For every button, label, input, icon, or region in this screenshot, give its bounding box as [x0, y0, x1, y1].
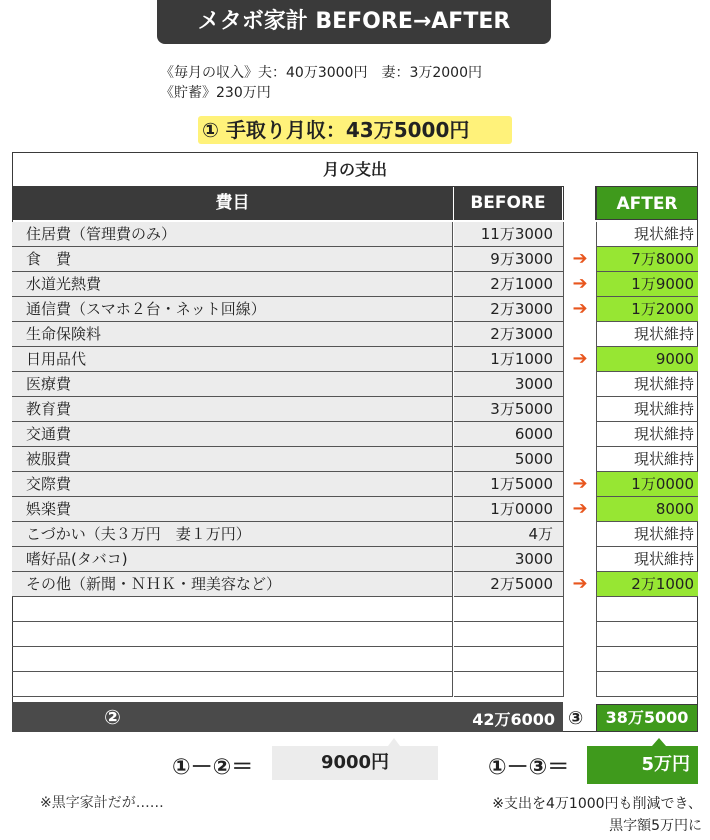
header-after: AFTER: [596, 186, 698, 220]
expense-item: 住居費（管理費のみ）: [12, 222, 453, 247]
monthly-income-highlight: ① 手取り月収：43万5000円: [198, 116, 512, 144]
before-value: 2万3000: [454, 297, 563, 322]
before-value: 4万: [454, 522, 563, 547]
arrow-icon: [563, 222, 596, 247]
before-value: 3000: [454, 547, 563, 572]
after-value: 現状維持: [596, 397, 698, 422]
arrow-icon: [563, 422, 596, 447]
before-value: 3000: [454, 372, 563, 397]
note-right-line1: ※支出を4万1000円も削減でき、: [492, 796, 702, 812]
table-row: [12, 372, 698, 397]
calc2-result: 5万円: [587, 746, 698, 784]
expense-item: 日用品代: [12, 347, 453, 372]
calc1-result: 9000円: [272, 746, 438, 780]
before-value: 2万1000: [454, 272, 563, 297]
table-row: [12, 297, 698, 322]
table-caption: 月の支出: [13, 153, 697, 187]
arrow-icon: [563, 647, 596, 672]
arrow-icon: ➔: [563, 497, 596, 522]
expense-item: [12, 672, 453, 697]
arrow-icon: [563, 597, 596, 622]
arrow-icon: ➔: [563, 572, 596, 597]
table-row: [12, 572, 698, 597]
expense-item: 生命保険料: [12, 322, 453, 347]
table-row: [12, 272, 698, 297]
arrow-icon: [563, 622, 596, 647]
after-value: 現状維持: [596, 422, 698, 447]
table-row: [12, 472, 698, 497]
total-bar: [12, 702, 563, 732]
before-value: 1万0000: [454, 497, 563, 522]
expense-item: [12, 597, 453, 622]
table-row: [12, 647, 698, 672]
before-value: [454, 647, 563, 672]
expense-item: 教育費: [12, 397, 453, 422]
arrow-icon: [563, 547, 596, 572]
before-value: 2万5000: [454, 572, 563, 597]
arrow-icon: ➔: [563, 472, 596, 497]
table-row: [12, 522, 698, 547]
before-value: 9万3000: [454, 247, 563, 272]
calc1-label: ①－②＝: [172, 755, 254, 780]
total-mark: ②: [104, 705, 121, 729]
arrow-icon: [563, 322, 596, 347]
table-row: [12, 322, 698, 347]
table-row: [12, 447, 698, 472]
header-gap: [563, 186, 596, 220]
after-value: 9000: [596, 347, 698, 372]
arrow-icon: ➔: [563, 247, 596, 272]
calc1-pointer: [388, 738, 400, 746]
arrow-icon: [563, 672, 596, 697]
header-item: 費目: [12, 186, 453, 220]
total-before: 42万6000: [472, 710, 555, 729]
after-value: 1万2000: [596, 297, 698, 322]
table-row: [12, 222, 698, 247]
after-value: 7万8000: [596, 247, 698, 272]
expense-item: 水道光熱費: [12, 272, 453, 297]
after-value: [596, 622, 698, 647]
before-value: 6000: [454, 422, 563, 447]
header-before: BEFORE: [454, 186, 562, 220]
expense-item: こづかい（夫３万円 妻１万円）: [12, 522, 453, 547]
expense-item: 医療費: [12, 372, 453, 397]
after-value: 2万1000: [596, 572, 698, 597]
table-row: [12, 347, 698, 372]
table-row: [12, 497, 698, 522]
expense-rows: [12, 222, 698, 697]
expense-item: 通信費（スマホ２台・ネット回線）: [12, 297, 453, 322]
savings-info: 《貯蓄》230万円: [160, 85, 271, 101]
arrow-icon: ➔: [563, 347, 596, 372]
table-row: [12, 247, 698, 272]
expense-item: 食 費: [12, 247, 453, 272]
before-value: [454, 597, 563, 622]
after-value: 8000: [596, 497, 698, 522]
after-value: [596, 597, 698, 622]
after-value: 現状維持: [596, 222, 698, 247]
after-value: 1万9000: [596, 272, 698, 297]
after-value: 現状維持: [596, 522, 698, 547]
income-info: 《毎月の収入》夫：40万3000円 妻：3万2000円: [160, 65, 482, 81]
arrow-icon: ➔: [563, 297, 596, 322]
table-row: [12, 547, 698, 572]
total-after: 38万5000: [596, 704, 698, 732]
before-value: 1万5000: [454, 472, 563, 497]
before-value: 11万3000: [454, 222, 563, 247]
arrow-icon: [563, 447, 596, 472]
expense-item: 交通費: [12, 422, 453, 447]
calc2-pointer: [652, 738, 666, 746]
before-value: 1万1000: [454, 347, 563, 372]
arrow-icon: ➔: [563, 272, 596, 297]
arrow-icon: [563, 522, 596, 547]
expense-item: [12, 647, 453, 672]
expense-item: 交際費: [12, 472, 453, 497]
before-value: 2万3000: [454, 322, 563, 347]
expense-item: 被服費: [12, 447, 453, 472]
before-value: [454, 622, 563, 647]
expense-item: [12, 622, 453, 647]
expense-item: その他（新聞・ＮＨＫ・理美容など）: [12, 572, 453, 597]
table-row: [12, 597, 698, 622]
expense-item: 嗜好品(タバコ): [12, 547, 453, 572]
table-row: [12, 422, 698, 447]
arrow-icon: [563, 397, 596, 422]
note-right-line2: 黒字額5万円に: [609, 818, 702, 834]
page-title: メタボ家計 BEFORE→AFTER: [157, 0, 551, 44]
after-value: [596, 647, 698, 672]
note-left: ※黒字家計だが……: [40, 795, 164, 811]
arrow-icon: [563, 372, 596, 397]
table-row: [12, 397, 698, 422]
after-total-mark: ③: [568, 708, 584, 729]
table-row: [12, 622, 698, 647]
table-row: [12, 672, 698, 697]
before-value: [454, 672, 563, 697]
before-value: 3万5000: [454, 397, 563, 422]
after-value: 現状維持: [596, 447, 698, 472]
after-value: 現状維持: [596, 322, 698, 347]
after-value: [596, 672, 698, 697]
calc2-label: ①－③＝: [488, 755, 570, 780]
after-value: 現状維持: [596, 547, 698, 572]
after-value: 現状維持: [596, 372, 698, 397]
expense-item: 娯楽費: [12, 497, 453, 522]
before-value: 5000: [454, 447, 563, 472]
after-value: 1万0000: [596, 472, 698, 497]
